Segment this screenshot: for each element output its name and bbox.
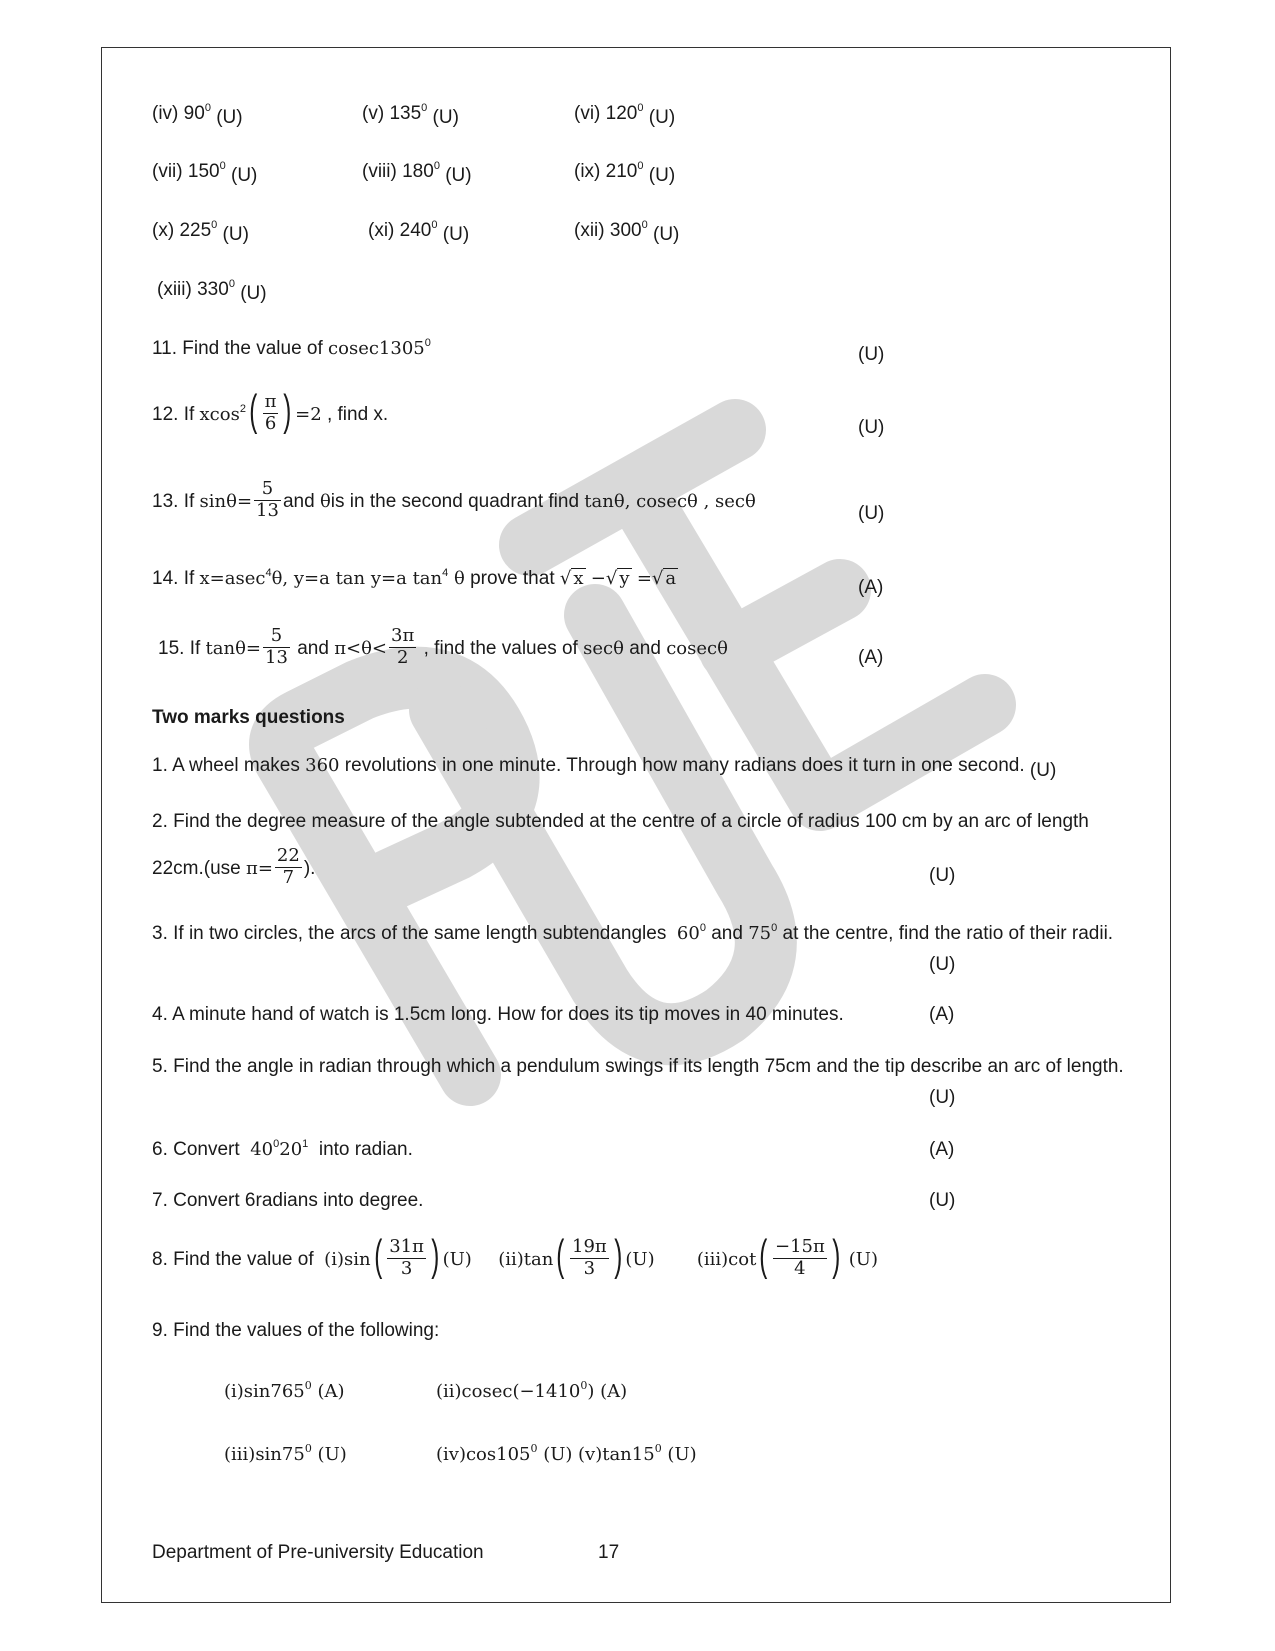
two-mark-question-6: 6. Convert $40^020^1$ into radian. bbox=[152, 1138, 413, 1160]
question-15-tag: (A) bbox=[858, 647, 884, 668]
two-mark-question-4: 4. A minute hand of watch is 1.5cm long. How for does its tip moves in 40 minutes. bbox=[152, 1004, 844, 1025]
two-mark-question-6-tag: (A) bbox=[929, 1139, 955, 1160]
two-mark-question-2-line1: 2. Find the degree measure of the angle subtended at the centre of a circle of radius 100 cm by an arc of length bbox=[152, 811, 1089, 832]
two-mark-question-1: 1. A wheel makes 360 revolutions in one minute. Through how many radians does it turn in one second. (U) bbox=[152, 755, 1057, 781]
two-mark-question-2-tag: (U) bbox=[929, 865, 956, 886]
question-15: 15. If tanθ= $\frac{5}{13}$ and π<θ< $\frac{3\pi}{2}$ , find the values of secθ and cosecθ bbox=[158, 625, 728, 668]
angle-item: (x) $225^0$ (U) bbox=[152, 219, 249, 245]
angle-item: (v) $135^0$ (U) bbox=[362, 102, 459, 128]
question-12-tag: (U) bbox=[858, 417, 885, 438]
footer-department: Department of Pre-university Education bbox=[152, 1542, 484, 1563]
two-mark-question-2-line2: 22cm.(use π= $\frac{22}{7}$ ). bbox=[152, 845, 316, 888]
angle-item: (vii) $150^0$ (U) bbox=[152, 160, 258, 186]
two-mark-question-9: 9. Find the values of the following: bbox=[152, 1320, 440, 1341]
question-12: 12. If xcos$^2$( $\frac{\pi}{6}$ ) =2 , find x. bbox=[152, 386, 389, 435]
angle-item: (vi) $120^0$ (U) bbox=[574, 102, 676, 128]
angle-item: (iv) $90^0$ (U) bbox=[152, 102, 243, 128]
two-mark-question-4-tag: (A) bbox=[929, 1004, 955, 1025]
two-mark-question-3: 3. If in two circles, the arcs of the same length subtendangles $60^0$ and $75^0$ at the centre, find the ratio of their radii. bbox=[152, 922, 1114, 944]
question-13: 13. If sinθ= $\frac{5}{13}$ and θis in the second quadrant find tanθ, cosecθ , secθ bbox=[152, 478, 756, 521]
two-mark-question-5: 5. Find the angle in radian through which a pendulum swings if its length 75cm and the tip describe an arc of length. bbox=[152, 1056, 1124, 1077]
angle-item: (ix) $210^0$ (U) bbox=[574, 160, 676, 186]
two-mark-question-7-tag: (U) bbox=[929, 1190, 956, 1211]
two-mark-question-8: 8. Find the value of (i)sin( $\frac{31\pi}{3}$ ) (U) (ii)tan( $\frac{19\pi}{3}$ ) (U) (iii)cot( $\frac{-15\pi}{4}$ ) (U) bbox=[152, 1231, 878, 1280]
page-number: 17 bbox=[598, 1542, 620, 1563]
section-heading: Two marks questions bbox=[152, 707, 345, 728]
angle-item: (xiii) $330^0$ (U) bbox=[157, 278, 267, 304]
two-mark-question-5-tag: (U) bbox=[929, 1087, 956, 1108]
angle-item: (viii) $180^0$ (U) bbox=[362, 160, 472, 186]
q9-part-v: $(v)\tan 15^0$ (U) bbox=[578, 1442, 697, 1465]
angle-item: (xi) $240^0$ (U) bbox=[368, 219, 470, 245]
q9-part-i: $(i)\sin 765^0$ (A) bbox=[224, 1379, 345, 1402]
question-13-tag: (U) bbox=[858, 503, 885, 524]
angle-item: (xii) $300^0$ (U) bbox=[574, 219, 680, 245]
q9-part-iii: $(iii)\sin 75^0$ (U) bbox=[224, 1442, 347, 1465]
question-14-tag: (A) bbox=[858, 577, 884, 598]
question-11: 11. Find the value of cosec1305$^0$ bbox=[152, 337, 431, 359]
q9-part-ii: $(ii)cosec(-1410^0)$ (A) bbox=[436, 1379, 628, 1402]
two-mark-question-3-tag: (U) bbox=[929, 954, 956, 975]
question-11-tag: (U) bbox=[858, 344, 885, 365]
two-mark-question-7: 7. Convert 6radians into degree. bbox=[152, 1190, 424, 1211]
question-14: 14. If x=asec$^4$θ, y=a tan y=a $\tan^4 \theta$ prove that √ x −√ y =√ a bbox=[152, 567, 677, 589]
q9-part-iv: $(iv)\cos 105^0$ (U) bbox=[436, 1442, 573, 1465]
